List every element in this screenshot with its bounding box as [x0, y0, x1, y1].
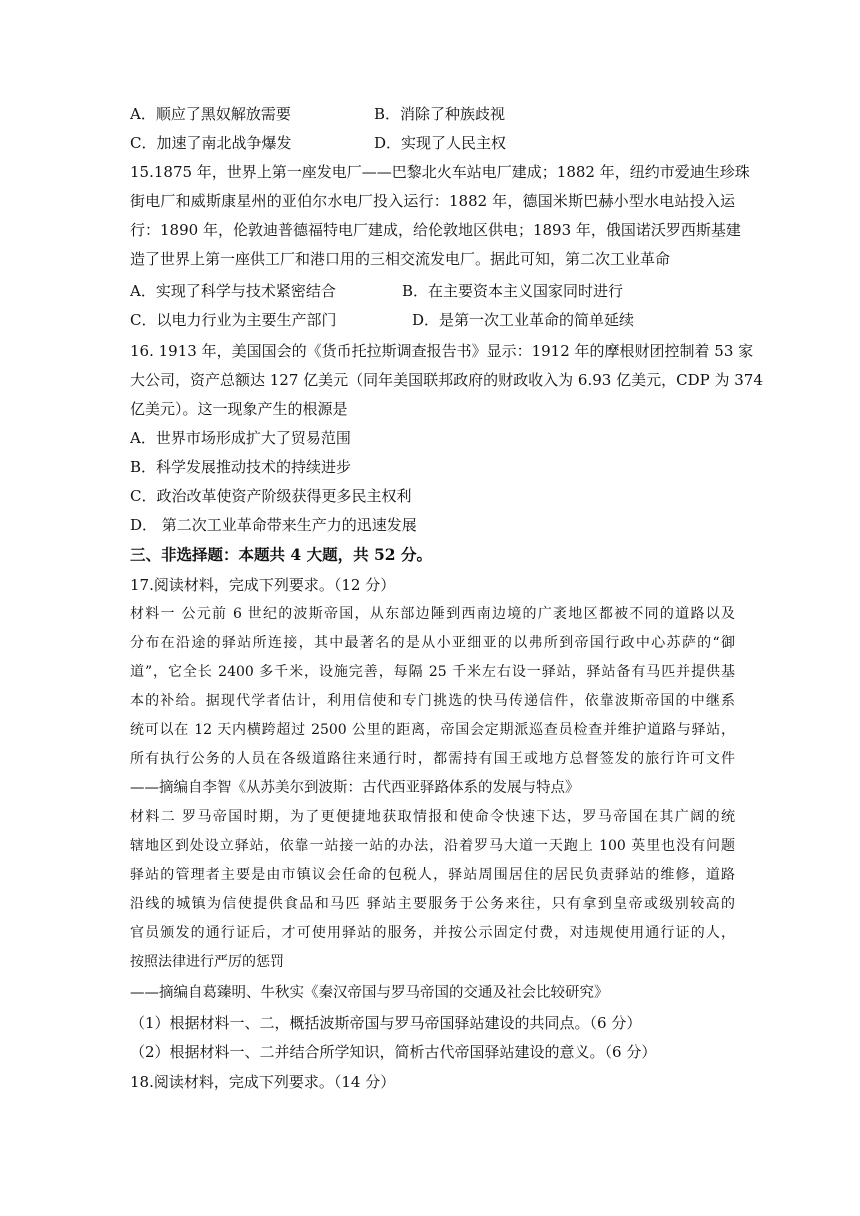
- q15-stem-line: 15.1875 年，世界上第一座发电厂——巴黎北火车站电厂建成；1882 年，纽约市爱迪生珍珠: [130, 163, 750, 181]
- q17-source1: ——摘编自李智《从苏美尔到波斯：古代西亚驿路体系的发展与特点》: [130, 780, 580, 796]
- q17-question1: （1）根据材料一、二，概括波斯帝国与罗马帝国驿站建设的共同点。（6 分）: [130, 1014, 642, 1032]
- q17-material2-line: 按照法律进行严厉的惩罚: [130, 954, 284, 970]
- q18-intro: 18.阅读材料，完成下列要求。（14 分）: [130, 1073, 396, 1091]
- q17-material2-line: 辖地区到处设立驿站，依靠一站接一站的办法，沿着罗马大道一天跑上 100 英里也没有问题: [130, 838, 735, 854]
- q15-option-d: D．是第一次工业革命的简单延续: [412, 311, 635, 329]
- q16-stem-line: 16. 1913 年，美国国会的《货币托拉斯调查报告书》显示：1912 年的摩根财团控制着 53 家: [130, 342, 754, 360]
- q14-option-c: C．加速了南北战争爆发: [130, 134, 292, 152]
- q17-material1-line: 分布在沿途的驿站所连接，其中最著名的是从小亚细亚的以弗所到帝国行政中心苏萨的“御: [130, 635, 735, 651]
- q17-source2: ——摘编自葛臻明、牛秋实《秦汉帝国与罗马帝国的交通及社会比较研究》: [130, 985, 609, 1001]
- q15-stem-line: 街电厂和威斯康星州的亚伯尔水电厂投入运行：1882 年，德国米斯巴赫小型水电站投入运: [130, 192, 735, 210]
- q16-option-a: A．世界市场形成扩大了贸易范围: [130, 429, 351, 447]
- q17-material2-line: 材料二 罗马帝国时期，为了更便捷地获取情报和使命令快速下达，罗马帝国在其广阔的统: [130, 809, 735, 825]
- q17-material2-line: 沿线的城镇为信使提供食品和马匹 驿站主要服务于公务来往，只有拿到皇帝或级别较高的: [130, 896, 735, 912]
- q16-option-c: C．政治改革使资产阶级获得更多民主权利: [130, 487, 412, 505]
- q16-option-b: B．科学发展推动技术的持续进步: [130, 458, 352, 476]
- q15-option-a: A．实现了科学与技术紧密结合: [130, 282, 336, 300]
- q14-option-b: B．消除了种族歧视: [374, 105, 506, 123]
- q14-option-a: A．顺应了黑奴解放需要: [130, 105, 291, 123]
- q17-material1-line: 材料一 公元前 6 世纪的波斯帝国，从东部边陲到西南边境的广袤地区都被不同的道路以及: [130, 606, 735, 622]
- q15-option-c: C．以电力行业为主要生产部门: [130, 311, 337, 329]
- q16-option-d: D． 第二次工业革命带来生产力的迅速发展: [130, 516, 417, 534]
- q17-material1-line: 统可以在 12 天内横跨超过 2500 公里的距离，帝国会定期派巡查员检查并维护道路与驿站，: [130, 722, 735, 738]
- q17-question2: （2）根据材料一、二并结合所学知识，简析古代帝国驿站建设的意义。（6 分）: [130, 1043, 657, 1061]
- q17-intro: 17.阅读材料，完成下列要求。（12 分）: [130, 576, 396, 594]
- q14-option-d: D．实现了人民主权: [374, 134, 507, 152]
- q17-material1-line: 道”，它全长 2400 多千米，设施完善，每隔 25 千米左右设一驿站，驿站备有马匹并提供基: [130, 664, 735, 680]
- q17-material1-line: 所有执行公务的人员在各级道路往来通行时，都需持有国王或地方总督签发的旅行许可文件: [130, 751, 735, 767]
- q16-stem-line: 亿美元）。这一现象产生的根源是: [130, 400, 348, 418]
- q15-option-b: B．在主要资本主义国家同时进行: [402, 282, 624, 300]
- q15-stem-line: 行：1890 年，伦敦迪普德福特电厂建成，给伦敦地区供电；1893 年，俄国诺沃罗西斯基建: [130, 221, 741, 239]
- q16-stem-line: 大公司，资产总额达 127 亿美元（同年美国联邦政府的财政收入为 6.93 亿美元，CDP 为 374: [130, 371, 763, 389]
- q17-material2-line: 驿站的管理者主要是由市镇议会任命的包税人，驿站周围居住的居民负责驿站的维修，道路: [130, 867, 735, 883]
- q17-material1-line: 本的补给。据现代学者估计，利用信使和专门挑选的快马传递信件，依靠波斯帝国的中继系: [130, 693, 735, 709]
- q15-stem-line: 造了世界上第一座供工厂和港口用的三相交流发电厂。据此可知，第二次工业革命: [130, 250, 671, 268]
- section-heading: 三、非选择题：本题共 4 大题，共 52 分。: [130, 545, 432, 564]
- q17-material2-line: 官员颁发的通行证后，才可使用驿站的服务，并按公示固定付费，对违规使用通行证的人，: [130, 925, 735, 941]
